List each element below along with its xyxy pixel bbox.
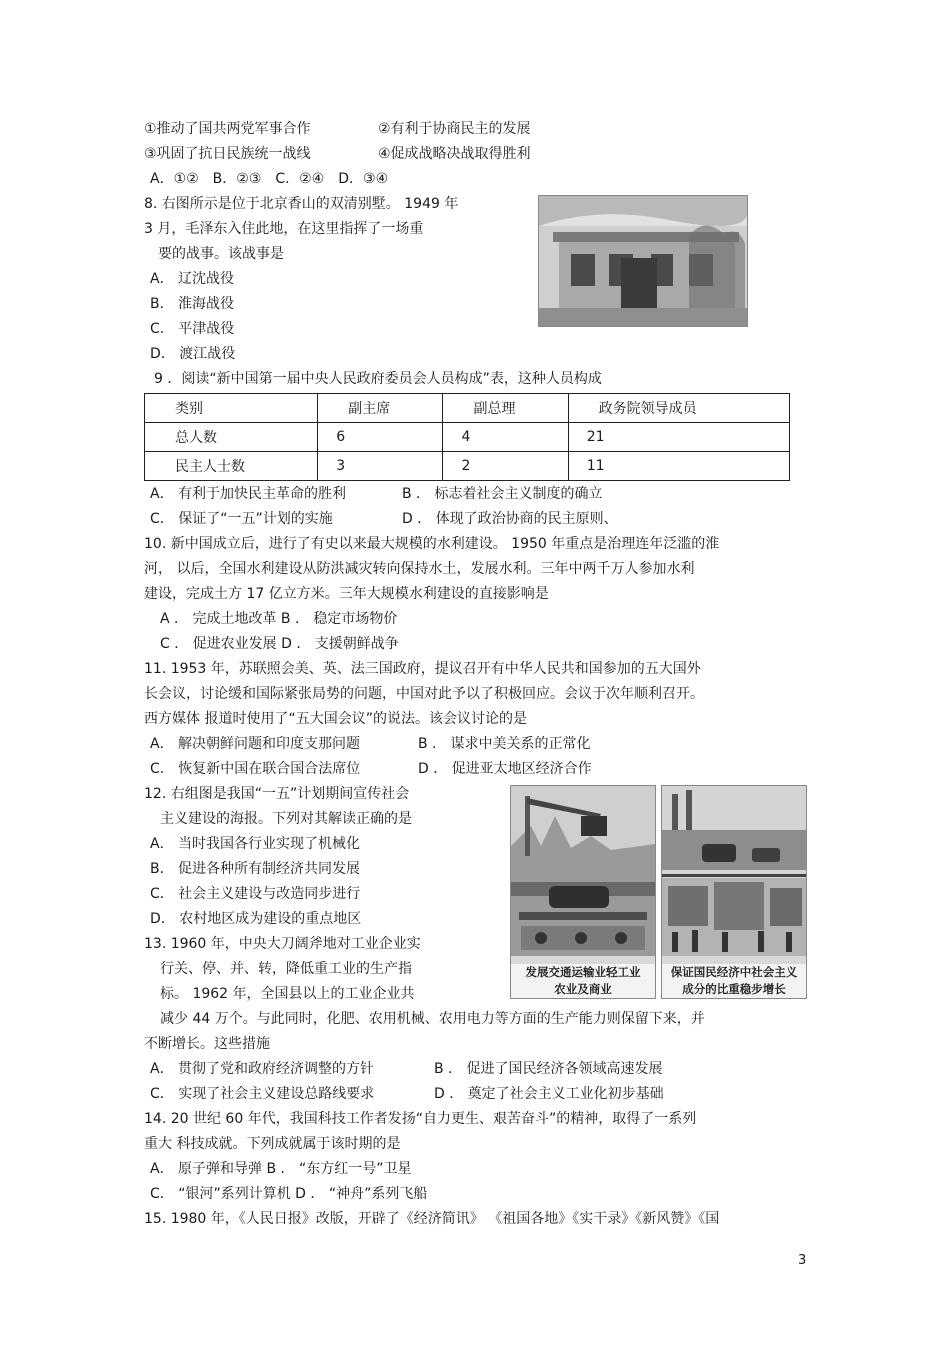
q8-option-d: D． 渡江战役 <box>150 346 236 362</box>
q9-option-c: C． 保证了“一五”计划的实施 <box>150 511 333 527</box>
q7-option-4: ④促成战略决战取得胜利 <box>378 146 531 162</box>
q13-stem-line-1: 13. 1960 年，中央大刀阔斧地对工业企业实 <box>144 936 421 952</box>
poster-caption-line: 保证国民经济中社会主义 <box>670 965 798 979</box>
q8-option-c: C． 平津战役 <box>150 321 235 337</box>
q10-stem-line-1: 10. 新中国成立后，进行了有史以来最大规模的水利建设。 1950 年重点是治理连年泛滥的淮 <box>144 536 720 552</box>
q11-option-c: C． 恢复新中国在联合国合法席位 <box>150 761 361 777</box>
q8-stem-line-3: 要的战事。该战事是 <box>158 246 284 262</box>
poster-transport-industry <box>510 785 656 999</box>
q8-stem-line-2: 3 月，毛泽东入住此地，在这里指挥了一场重 <box>144 221 424 237</box>
poster-caption-line: 农业及商业 <box>554 982 612 996</box>
q12-option-d: D． 农村地区成为建设的重点地区 <box>150 911 362 927</box>
table-header-cell: 类别 <box>145 394 318 423</box>
poster-caption-line: 成分的比重稳步增长 <box>682 982 786 996</box>
q9-option-d: D ． 体现了政治协商的民主原则、 <box>402 511 618 527</box>
table-cell: 总人数 <box>145 423 318 452</box>
q11-option-a: A． 解决朝鲜问题和印度支那问题 <box>150 736 361 752</box>
q13-option-d: D ． 奠定了社会主义工业化初步基础 <box>434 1086 664 1102</box>
table-cell: 民主人士数 <box>145 452 318 481</box>
poster-socialist-economy <box>661 785 807 999</box>
q10-options-ab: A ． 完成土地改革 B ． 稳定市场物价 <box>160 611 398 627</box>
q11-stem-line-2: 长会议，讨论缓和国际紧张局势的问题，中国对此予以了积极回应。会议于次年顺利召开。 <box>144 686 704 702</box>
shuangqing-villa-photo <box>538 195 748 327</box>
q9-option-b: B ． 标志着社会主义制度的确立 <box>402 486 603 502</box>
table-header-row <box>145 394 790 423</box>
q13-option-a: A． 贯彻了党和政府经济调整的方针 <box>150 1061 375 1077</box>
q8-stem-line-1: 8. 右图所示是位于北京香山的双清别墅。 1949 年 <box>144 196 459 212</box>
q12-option-a: A． 当时我国各行业实现了机械化 <box>150 836 361 852</box>
table-cell: 21 <box>568 423 789 452</box>
poster-caption <box>511 964 655 998</box>
q13-stem-line-3: 标。 1962 年，全国县以上的工业企业共 <box>160 986 415 1002</box>
table-cell: 2 <box>443 452 568 481</box>
table-header-cell: 副主席 <box>318 394 443 423</box>
q11-option-b: B ． 谋求中美关系的正常化 <box>418 736 591 752</box>
table-cell: 6 <box>318 423 443 452</box>
table-row <box>145 452 790 481</box>
poster-caption-line: 发展交通运输业轻工业 <box>525 965 641 979</box>
q7-option-2: ②有利于协商民主的发展 <box>378 121 531 137</box>
table-header-cell: 政务院领导成员 <box>568 394 789 423</box>
table-row <box>145 423 790 452</box>
q8-option-a: A． 辽沈战役 <box>150 271 235 287</box>
q13-stem-line-5: 不断增长。这些措施 <box>144 1036 270 1052</box>
q13-option-b: B ． 促进了国民经济各领域高速发展 <box>434 1061 663 1077</box>
table-header-cell: 副总理 <box>443 394 568 423</box>
q13-option-c: C． 实现了社会主义建设总路线要求 <box>150 1086 375 1102</box>
q11-stem-line-1: 11. 1953 年，苏联照会美、英、法三国政府，提议召开有中华人民共和国参加的五大国外 <box>144 661 701 677</box>
q12-stem-line-1: 12. 右组图是我国“一五”计划期间宣传社会 <box>144 786 410 802</box>
q12-stem-line-2: 主义建设的海报。下列对其解读正确的是 <box>160 811 412 827</box>
q7-choices: A．①② B．②③ C．②④ D．③④ <box>150 171 389 187</box>
poster-caption <box>662 964 806 998</box>
q15-stem-line-1: 15. 1980 年，《人民日报》改版，开辟了《经济简讯》 《祖国各地》《实干录》《新风赞》《国 <box>144 1211 720 1227</box>
q13-stem-line-2: 行关、停、并、转，降低重工业的生产指 <box>160 961 412 977</box>
q12-option-b: B． 促进各种所有制经济共同发展 <box>150 861 361 877</box>
q9-composition-table <box>144 393 790 481</box>
table-cell: 11 <box>568 452 789 481</box>
table-cell: 4 <box>443 423 568 452</box>
q7-option-3: ③巩固了抗日民族统一战线 <box>144 146 311 162</box>
q9-stem: 9 ．阅读“新中国第一届中央人民政府委员会人员构成”表，这种人员构成 <box>154 371 602 387</box>
q13-stem-line-4: 减少 44 万个。与此同时，化肥、农用机械、农用电力等方面的生产能力则保留下来，并 <box>160 1011 705 1027</box>
q11-option-d: D ． 促进亚太地区经济合作 <box>418 761 592 777</box>
q7-option-1: ①推动了国共两党军事合作 <box>144 121 311 137</box>
q14-stem-line-2: 重大 科技成就。下列成就属于该时期的是 <box>144 1136 401 1152</box>
q10-stem-line-2: 河， 以后，全国水利建设从防洪减灾转向保持水土，发展水利。三年中两千万人参加水利 <box>144 561 695 577</box>
q14-options-ab: A． 原子弹和导弹 B ． “东方红一号”卫星 <box>150 1161 412 1177</box>
q10-stem-line-3: 建设，完成土方 17 亿立方米。三年大规模水利建设的直接影响是 <box>144 586 549 602</box>
q10-options-cd: C ． 促进农业发展 D ． 支援朝鲜战争 <box>160 636 399 652</box>
q14-stem-line-1: 14. 20 世纪 60 年代，我国科技工作者发扬“自力更生、艰苦奋斗”的精神，取得了一系列 <box>144 1111 697 1127</box>
q9-option-a: A． 有利于加快民主革命的胜利 <box>150 486 347 502</box>
q12-option-c: C． 社会主义建设与改造同步进行 <box>150 886 361 902</box>
table-cell: 3 <box>318 452 443 481</box>
q11-stem-line-3: 西方媒体 报道时使用了“五大国会议”的说法。该会议讨论的是 <box>144 711 527 727</box>
q14-options-cd: C． “银河”系列计算机 D ． “神舟”系列飞船 <box>150 1186 428 1202</box>
page-number: 3 <box>798 1253 807 1268</box>
q8-option-b: B． 淮海战役 <box>150 296 235 312</box>
